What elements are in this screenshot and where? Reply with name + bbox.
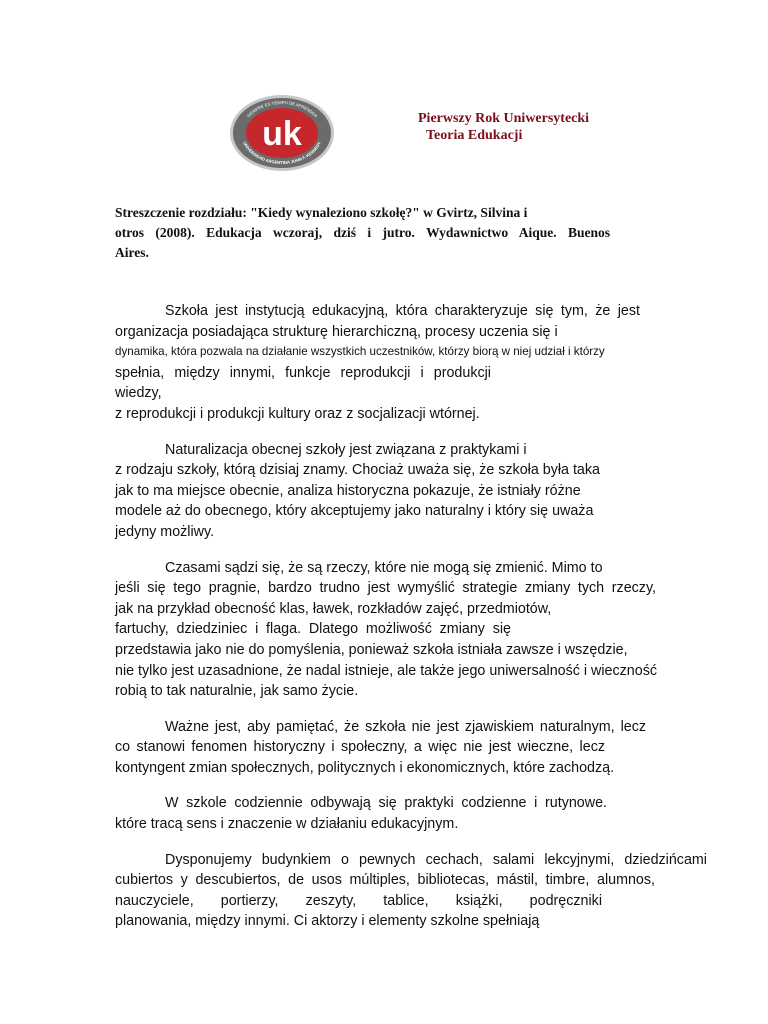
paragraph (115, 440, 715, 543)
text-line: jak to ma miejsce obecnie, analiza historyczna pokazuje, że istniały różne (115, 482, 581, 499)
paragraph (115, 793, 715, 834)
text-line: Dysponujemy budynkiem o pewnych cechach, salami lekcyjnymi, dziedzińcami (165, 851, 707, 868)
text-line: co stanowi fenomen historyczny i społeczny, a więc nie jest wieczne, lecz (115, 739, 605, 756)
course-header (418, 110, 589, 144)
text-line: fartuchy, dziedziniec i flaga. Dlatego możliwość zmiany się (115, 621, 511, 638)
uk-logo-icon (229, 94, 335, 172)
text-line: które tracą sens i znaczenie w działaniu edukacyjnym. (115, 816, 459, 833)
text-line: kontyngent zmian społecznych, politycznych i ekonomicznych, które zachodzą. (115, 759, 615, 776)
header-line-1: Pierwszy Rok Uniwersytecki (418, 111, 590, 126)
paragraph (115, 717, 715, 779)
text-line: spełnia, między innymi, funkcje reprodukcji i produkcji wiedzy, (115, 364, 491, 402)
text-line: nauczyciele, portierzy, zeszyty, tablice, książki, podręczniki (115, 892, 602, 909)
text-line: W szkole codziennie odbywają się praktyki codzienne i rutynowe. (165, 795, 607, 812)
logo-letters: uk (262, 115, 302, 153)
text-line: robią to tak naturalnie, jak samo życie. (115, 683, 359, 700)
text-line: nie tylko jest uzasadnione, że nadal istnieje, ale także jego uniwersalność i wieczność (115, 662, 657, 679)
text-line: jeśli się tego pragnie, bardzo trudno jest wymyślić strategie zmiany tych rzeczy, (115, 580, 656, 597)
text-line: Czasami sądzi się, że są rzeczy, które nie mogą się zmienić. Mimo to (165, 559, 603, 576)
text-line: dynamika, która pozwala na działanie wszystkich uczestników, którzy biorą w niej udział i którzy (115, 345, 605, 359)
header-line-2: Teoria Edukacji (426, 128, 523, 143)
text-line: z reprodukcji i produkcji kultury oraz z socjalizacji wtórnej. (115, 405, 480, 422)
text-line: organizacja posiadająca strukturę hierarchiczną, procesy uczenia się i (115, 323, 558, 340)
paragraph (115, 301, 715, 425)
title-line-3: Aires. (115, 245, 149, 260)
text-line: jedyny możliwy. (115, 523, 215, 540)
text-line: Naturalizacja obecnej szkoły jest związana z praktykami i (165, 441, 527, 458)
title-line-1: Streszczenie rozdziału: "Kiedy wynaleziono szkołę?" w Gvirtz, Silvina i (115, 205, 528, 220)
logo-ring-bottom-text: UNIVERSIDAD ARGENTINA JOHN F. KENNEDY (242, 140, 322, 166)
text-line: z rodzaju szkoły, którą dzisiaj znamy. Chociaż uważa się, że szkoła była taka (115, 462, 600, 479)
document-body (115, 301, 715, 947)
text-line: modele aż do obecnego, który akceptujemy jako naturalny i który się uważa (115, 503, 594, 520)
university-logo (229, 94, 335, 172)
text-line: planowania, między innymi. Ci aktorzy i elementy szkolne spełniają (115, 913, 540, 930)
text-line: Ważne jest, aby pamiętać, że szkoła nie jest zjawiskiem naturalnym, lecz (165, 718, 646, 735)
title-line-2: otros (2008). Edukacja wczoraj, dziś i jutro. Wydawnictwo Aique. Buenos (115, 225, 610, 240)
document-title (115, 203, 610, 263)
paragraph (115, 558, 715, 702)
text-line: Szkoła jest instytucją edukacyjną, która charakteryzuje się tym, że jest (165, 303, 640, 319)
text-line: przedstawia jako nie do pomyślenia, ponieważ szkoła istniała zawsze i wszędzie, (115, 641, 628, 658)
paragraph (115, 850, 715, 932)
logo-ring-top-text: SIEMPRE ES TIEMPO DE APRENDER (245, 99, 319, 119)
text-line: jak na przykład obecność klas, ławek, rozkładów zajęć, przedmiotów, (115, 600, 552, 617)
text-line: cubiertos y descubiertos, de usos múltiples, bibliotecas, mástil, timbre, alumnos, (115, 872, 655, 889)
